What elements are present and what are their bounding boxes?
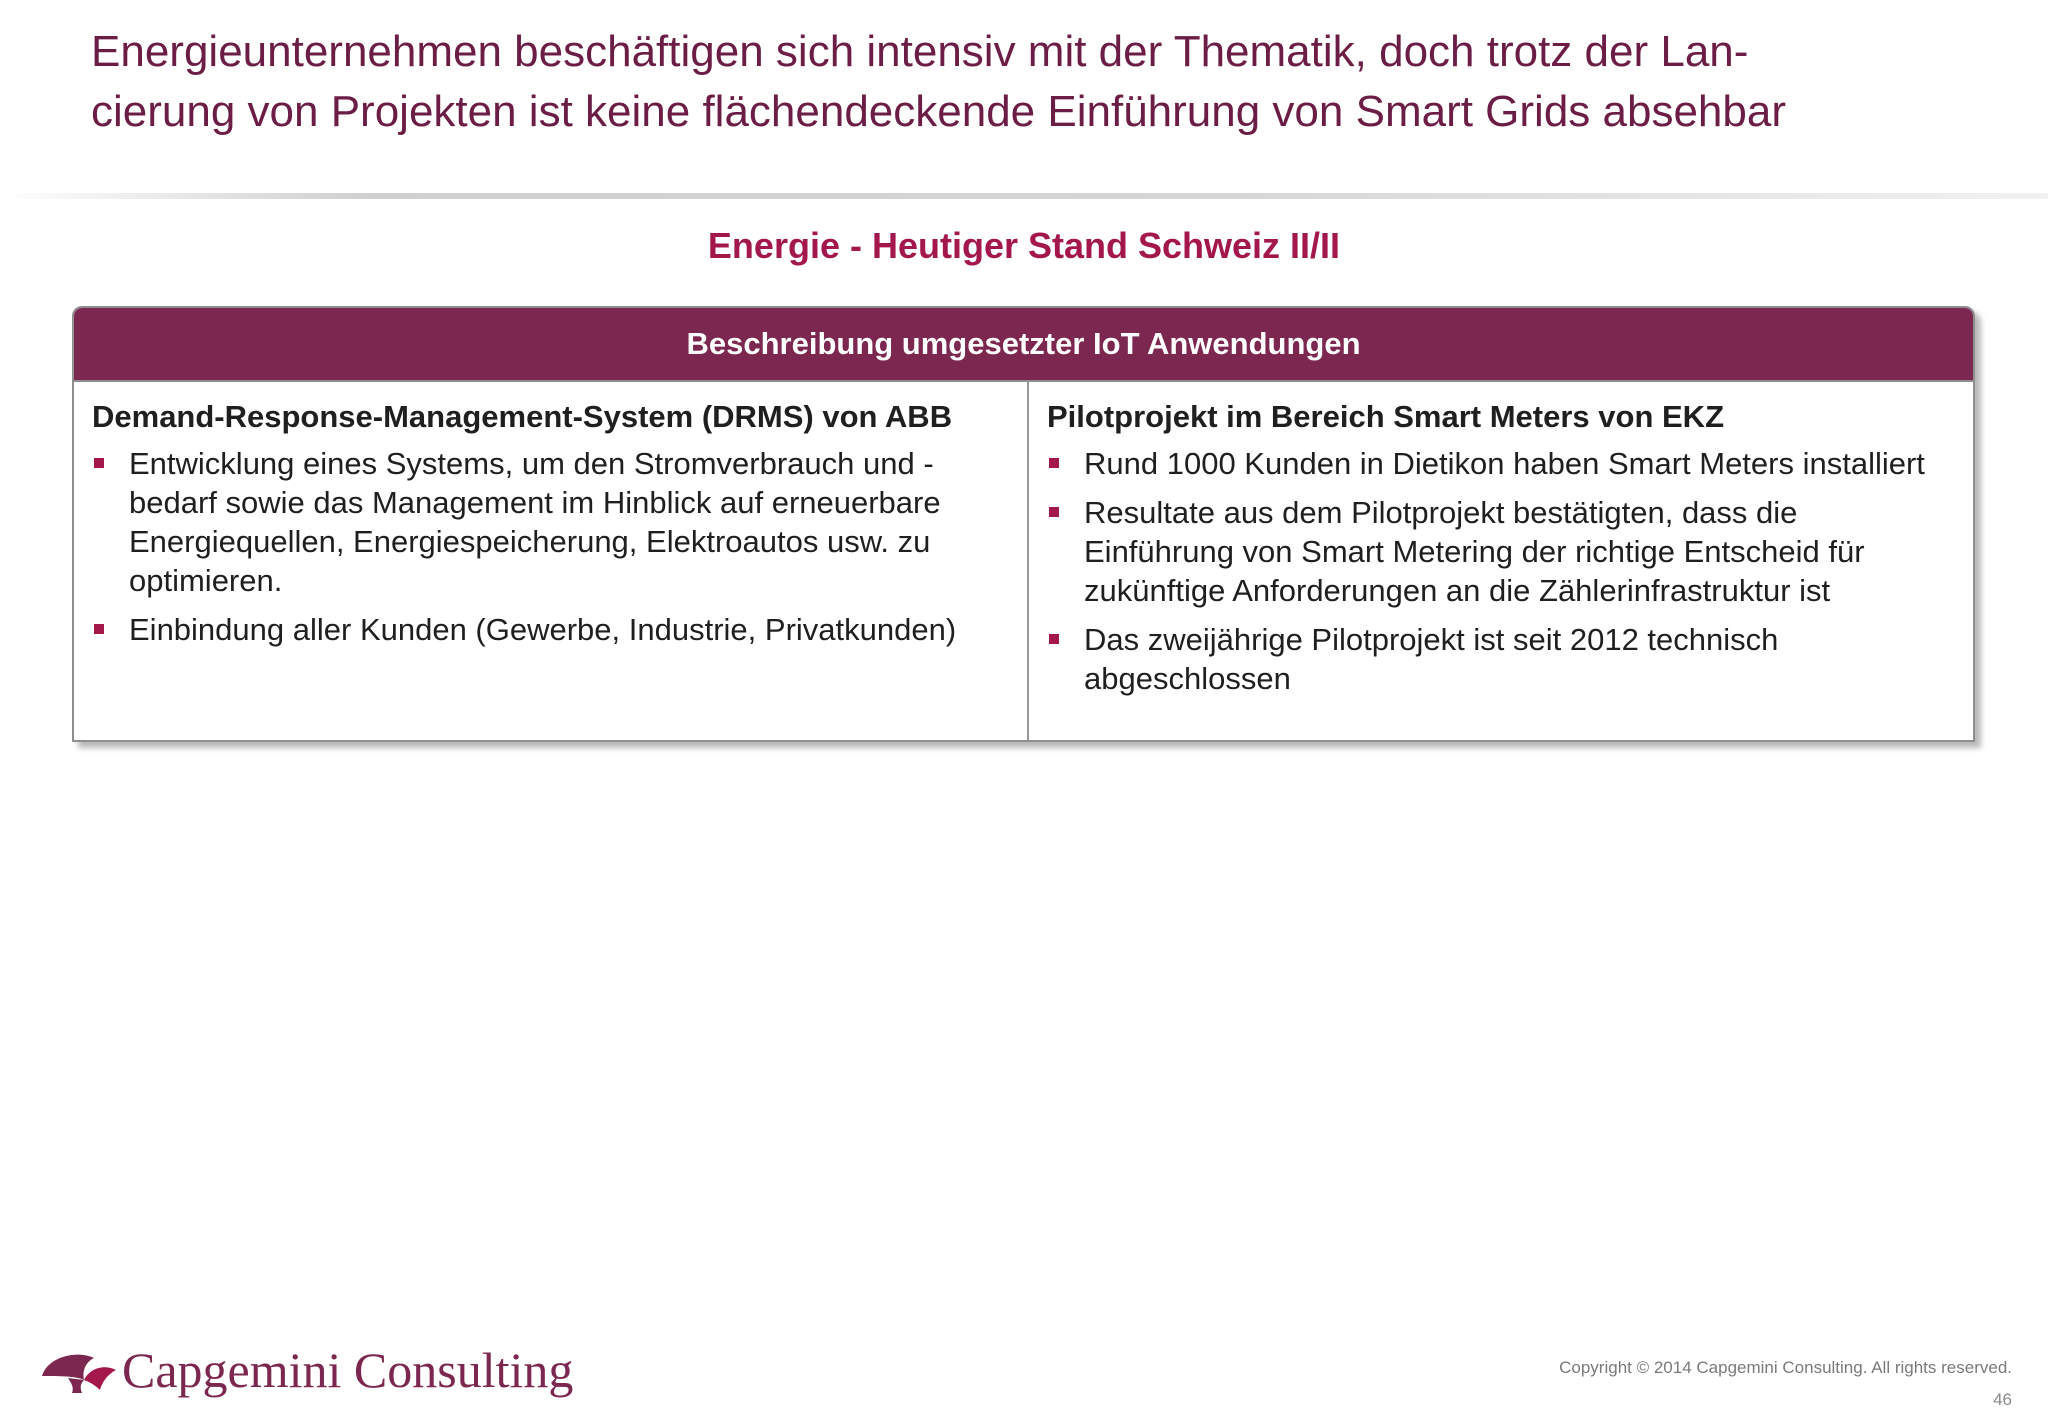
slide-title-line1: Energieunternehmen beschäftigen sich intensiv mit der Thematik, doch trotz der Lan- — [91, 27, 1749, 76]
capgemini-logo — [38, 1340, 598, 1400]
logo-text: Capgemini Consulting — [122, 1342, 574, 1398]
left-column-title: Demand-Response-Management-System (DRMS) von ABB — [92, 399, 953, 434]
list-item — [92, 444, 1009, 600]
list-item — [92, 610, 1009, 649]
bullet-text: Rund 1000 Kunden in Dietikon haben Smart Meters installiert — [1084, 446, 1925, 481]
panel-body — [74, 382, 1973, 742]
panel-header: Beschreibung umgesetzter IoT Anwendungen — [74, 308, 1973, 382]
list-item — [1047, 493, 1955, 610]
bullet-text: Das zweijährige Pilotprojekt ist seit 2012 technisch abgeschlossen — [1084, 622, 1779, 696]
slide-subtitle: Energie - Heutiger Stand Schweiz II/II — [707, 225, 1341, 266]
title-divider — [0, 193, 2048, 199]
square-bullet-icon — [1049, 634, 1059, 644]
square-bullet-icon — [1049, 507, 1059, 517]
right-column — [1029, 382, 1973, 742]
slide-title-line2: cierung von Projekten ist keine flächendeckende Einführung von Smart Grids absehbar — [91, 87, 1786, 136]
square-bullet-icon — [94, 458, 104, 468]
bullet-text: Einbindung aller Kunden (Gewerbe, Industrie, Privatkunden) — [129, 612, 957, 647]
spade-icon — [38, 1346, 120, 1394]
copyright-notice: Copyright © 2014 Capgemini Consulting. All rights reserved. — [1559, 1358, 2012, 1377]
slide-title — [91, 22, 1991, 142]
square-bullet-icon — [94, 624, 104, 634]
right-column-title: Pilotprojekt im Bereich Smart Meters von EKZ — [1047, 399, 1725, 434]
bullet-text: Resultate aus dem Pilotprojekt bestätigten, dass die Einführung von Smart Metering der richtige Entscheid für zukünftige Anforderungen an die Zählerinfrastruktur ist — [1084, 495, 1865, 608]
left-bullet-list — [92, 444, 1009, 649]
iot-applications-panel — [72, 306, 1975, 742]
square-bullet-icon — [1049, 458, 1059, 468]
list-item — [1047, 620, 1955, 698]
page-number: 46 — [1993, 1390, 2012, 1409]
bullet-text: Entwicklung eines Systems, um den Stromverbrauch und -bedarf sowie das Management im Hinblick auf erneuerbare Energiequellen, Energiespeicherung, Elektroautos usw. zu optimieren. — [129, 446, 941, 598]
right-bullet-list — [1047, 444, 1955, 698]
left-column — [74, 382, 1029, 742]
list-item — [1047, 444, 1955, 483]
